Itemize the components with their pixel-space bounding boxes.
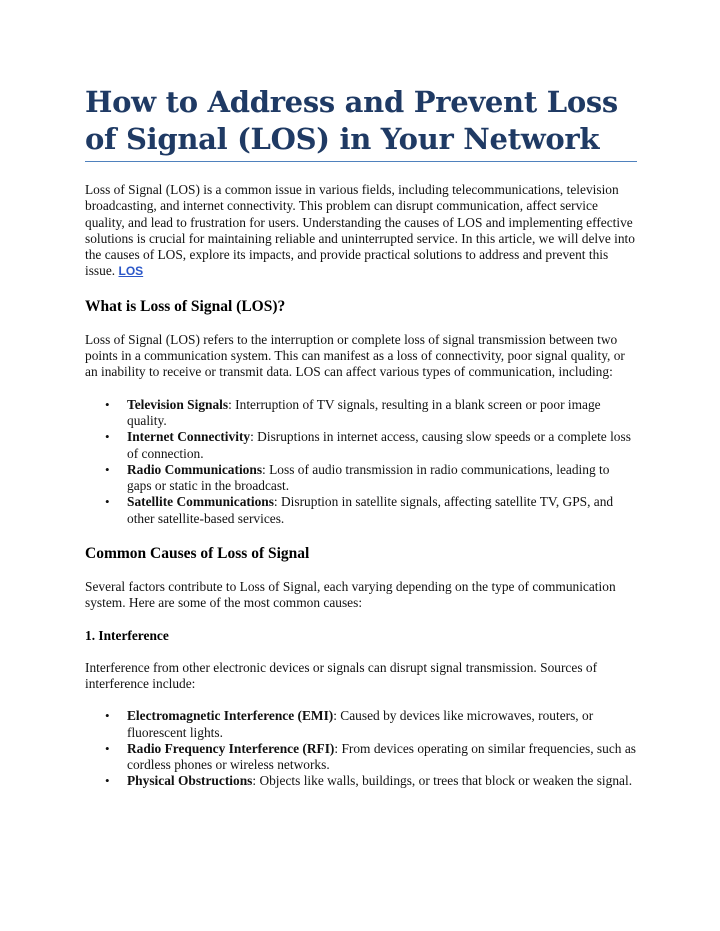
list-item xyxy=(85,397,637,430)
list-item-term: Electromagnetic Interference (EMI) xyxy=(127,708,334,724)
intro-text: Loss of Signal (LOS) is a common issue in various fields, including telecommunications, television broadcasting, and internet connectivity. This problem can disrupt communication, affect service quality, and lead to frustration for users. Understanding the causes of LOS and implementing effective solutions is crucial for maintaining reliable and uninterrupted service. In this article, we will delve into the causes of LOS, explore its impacts, and provide practical solutions to address and prevent this issue. xyxy=(85,182,635,279)
bullet-icon: • xyxy=(105,494,110,510)
list-item-term: Television Signals xyxy=(127,396,229,412)
list-item-desc: : Disruption in satellite signals, affecting satellite TV, GPS, and other satellite-based services. xyxy=(127,494,614,526)
list-item-desc: : Loss of audio transmission in radio communications, leading to gaps or static in the broadcast. xyxy=(127,461,610,494)
list-item xyxy=(85,429,637,462)
interference-heading: 1. Interference xyxy=(85,627,169,643)
page-title: How to Address and Prevent Loss of Signal (LOS) in Your Network xyxy=(85,84,637,162)
list-item-term: Satellite Communications xyxy=(127,494,274,510)
list-item-term: Radio Communications xyxy=(127,461,263,477)
list-item xyxy=(85,773,637,789)
section-causes-text: Several factors contribute to Loss of Signal, each varying depending on the type of communication system. Here are some of the most common causes: xyxy=(85,579,616,611)
list-item-desc: : Disruptions in internet access, causing slow speeds or a complete loss of connection. xyxy=(127,429,631,461)
bullet-icon: • xyxy=(105,396,110,412)
list-item-desc: : Interruption of TV signals, resulting in a blank screen or poor image quality. xyxy=(127,396,601,428)
list-item-term: Internet Connectivity xyxy=(127,429,251,445)
list-item xyxy=(85,741,637,774)
list-item-desc: : Objects like walls, buildings, or trees that block or weaken the signal. xyxy=(252,773,633,789)
list-item xyxy=(85,494,637,527)
intro-paragraph xyxy=(85,182,637,280)
list-item-desc: : From devices operating on similar frequencies, such as cordless phones or wireless networks. xyxy=(127,740,636,773)
document-page xyxy=(85,84,637,790)
list-item-desc: : Caused by devices like microwaves, routers, or fluorescent lights. xyxy=(127,708,594,740)
los-link[interactable]: LOS xyxy=(118,264,144,279)
section-what-is-los-heading: What is Loss of Signal (LOS)? xyxy=(85,297,286,315)
list-item xyxy=(85,708,637,741)
interference-text: Interference from other electronic devices or signals can disrupt signal transmission. Sources of interference include: xyxy=(85,659,598,691)
bullet-icon: • xyxy=(105,773,110,789)
bullet-icon: • xyxy=(105,461,110,477)
section-what-is-los-text: Loss of Signal (LOS) refers to the interruption or complete loss of signal transmission between two points in a communication system. This can manifest as a loss of connectivity, poor signal quality, or an inability to receive or transmit data. LOS can affect various types of communication, including: xyxy=(85,331,625,380)
signal-types-list xyxy=(85,397,637,527)
list-item xyxy=(85,462,637,495)
section-causes-heading: Common Causes of Loss of Signal xyxy=(85,545,310,563)
interference-sources-list xyxy=(85,708,637,789)
list-item-term: Radio Frequency Interference (RFI) xyxy=(127,740,335,756)
bullet-icon: • xyxy=(105,429,110,445)
bullet-icon: • xyxy=(105,740,110,756)
list-item-term: Physical Obstructions xyxy=(127,773,253,789)
bullet-icon: • xyxy=(105,708,110,724)
